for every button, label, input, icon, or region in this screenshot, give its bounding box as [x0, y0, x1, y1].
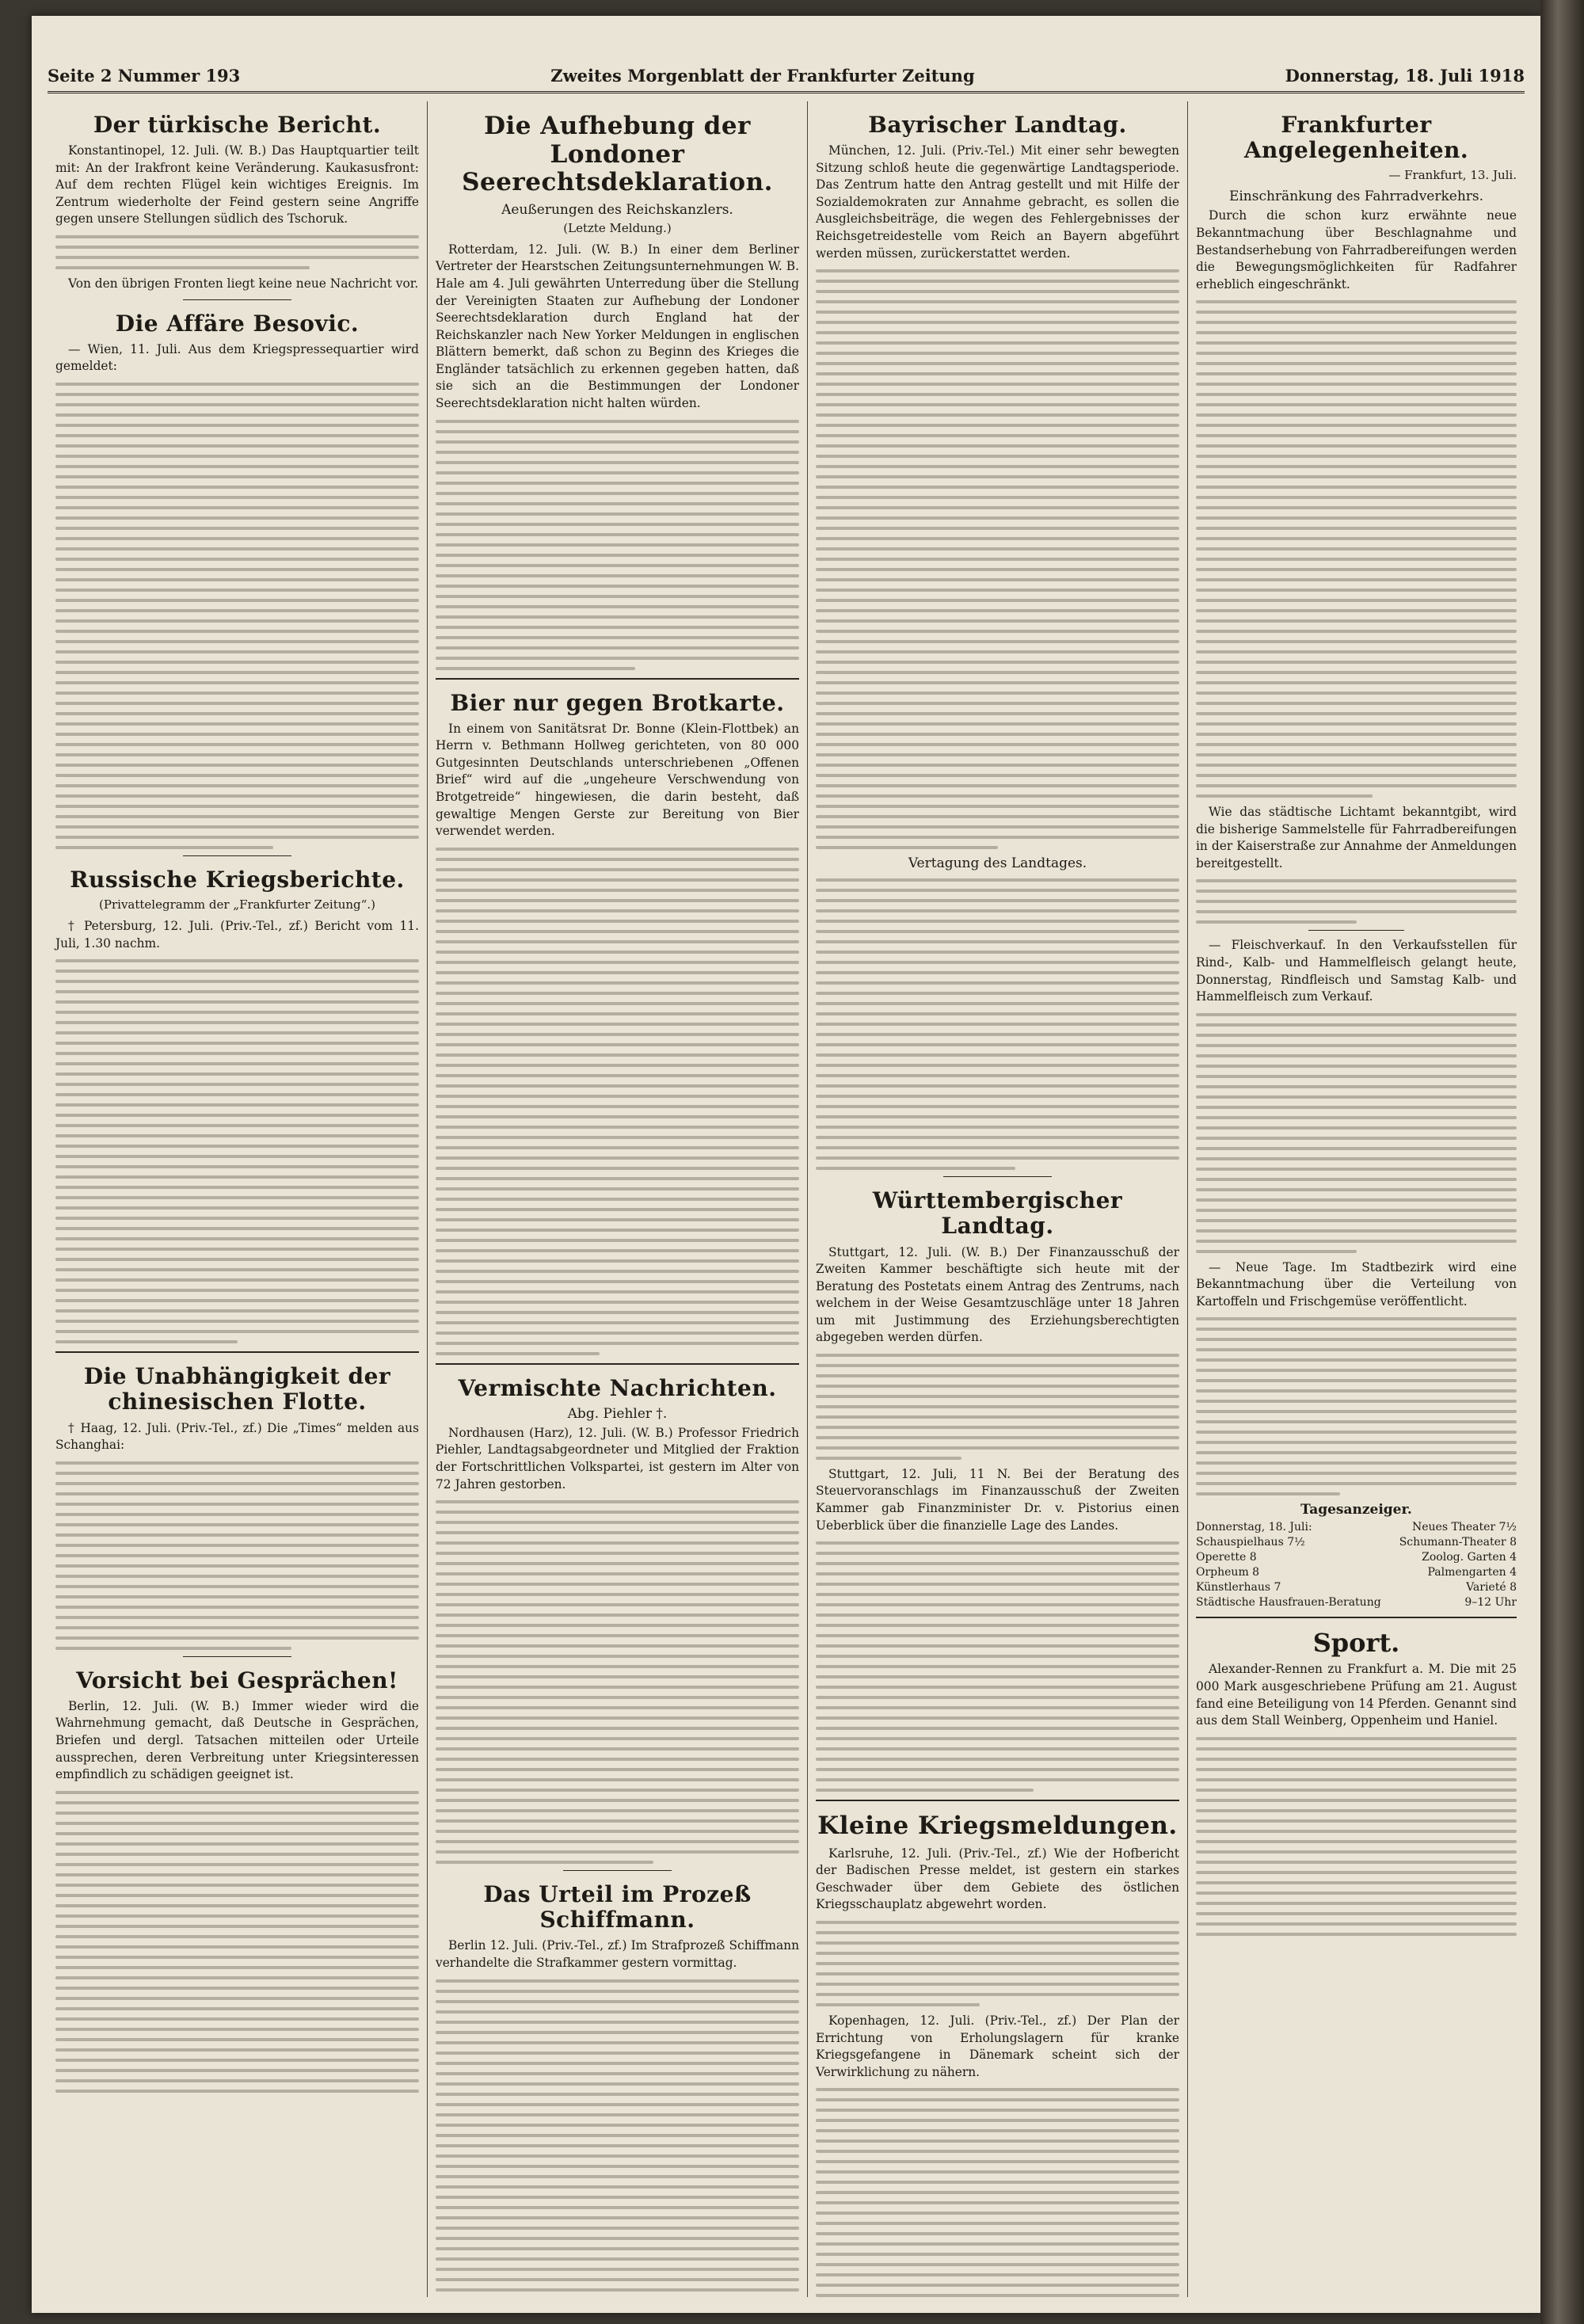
- headline-sport: Sport.: [1312, 1628, 1400, 1659]
- listing-right: Zoolog. Garten 4: [1422, 1551, 1517, 1564]
- listing-left: Schauspielhaus 7½: [1196, 1536, 1305, 1549]
- listing-row: [1196, 1536, 1517, 1549]
- divider: [1196, 1617, 1517, 1618]
- article-text: † Haag, 12. Juli. (Priv.-Tel., zf.) Die „Times“ melden aus Schanghai:: [55, 1420, 419, 1453]
- listing-right: 9–12 Uhr: [1464, 1596, 1517, 1610]
- text-lines: [816, 1354, 1179, 1460]
- article-text: — Fleischverkauf. In den Verkaufsstellen für Rind-, Kalb- und Hammelfleisch gelangt heute, Donnerstag, Rindfleisch und Samstag Kalb- und Hammelfleisch zum Verkauf.: [1196, 938, 1517, 1004]
- article-text: Karlsruhe, 12. Juli. (Priv.-Tel., zf.) Wie der Hofbericht der Badischen Presse meldet, ist gestern ein starkes Geschwader über dem Gebiete des östlichen Kriegsschauplatz abgewehrt worden.: [816, 1846, 1179, 1912]
- column-1: [48, 101, 428, 2297]
- article-text: Berlin 12. Juli. (Priv.-Tel., zf.) Im Strafprozeß Schiffmann verhandelte die Strafkammer gestern vormittag.: [436, 1938, 799, 1971]
- subheading: (Privattelegramm der „Frankfurter Zeitung“.): [99, 897, 375, 912]
- article-text: Konstantinopel, 12. Juli. (W. B.) Das Hauptquartier teilt mit: An der Irakfront keine Veränderung. Kaukasusfront: Auf dem rechten Flügel kein wichtiges Ereignis. Im Zentrum wiederholte der Feind gestern seine Angriffe gegen unsere Stellungen südlich des Tschoruk.: [55, 143, 419, 227]
- divider: [183, 1656, 292, 1657]
- column-4: [1188, 101, 1525, 2297]
- headline-turkish-report: Der türkische Bericht.: [93, 112, 382, 138]
- book-binding: [1540, 0, 1584, 2324]
- subheading: Abg. Piehler †.: [567, 1405, 668, 1422]
- page-number: Seite 2 Nummer 193: [48, 65, 241, 86]
- text-lines: [436, 1500, 799, 1864]
- article-text: In einem von Sanitätsrat Dr. Bonne (Klein-Flottbek) an Herrn v. Bethmann Hollweg gerichteten, von 80 000 Gutgesinnten Deutschlands unterschriebenen „Offenen Brief“ wird auf die „ungeheure Verschwendung von Brotgetreide“ hingewiesen, die darin besteht, daß gewaltige Mengen Gerste zur Bereitung von Bier verwendet werden.: [436, 721, 799, 839]
- article-text: Stuttgart, 12. Juli, 11 N. Bei der Beratung des Steuervoranschlags im Finanzausschuß der Zweiten Kammer gab Finanzminister Dr. v. Pistorius einen Ueberblick über die finanzielle Lage des Landes.: [816, 1466, 1179, 1533]
- subheading-note: (Letzte Meldung.): [563, 220, 672, 235]
- columns: [48, 101, 1525, 2297]
- subheading: Aeußerungen des Reichskanzlers.: [501, 201, 733, 218]
- article-text: — Neue Tage. Im Stadtbezirk wird eine Bekanntmachung über die Verteilung von Kartoffeln und Frischgemüse veröffentlicht.: [1196, 1259, 1517, 1309]
- subheading: Vertagung des Landtages.: [908, 855, 1087, 872]
- text-lines: [55, 1461, 419, 1650]
- text-lines: [1196, 879, 1517, 924]
- text-lines: [816, 2088, 1179, 2297]
- listing-left: Städtische Hausfrauen-Beratung: [1196, 1596, 1381, 1610]
- text-lines: [1196, 300, 1517, 798]
- text-lines: [816, 1541, 1179, 1792]
- text-lines: [816, 878, 1179, 1170]
- article-text: Wie das städtische Lichtamt bekanntgibt, wird die bisherige Sammelstelle für Fahrradbereifungen in der Kaiserstraße zur Annahme der Anmeldungen bereitgestellt.: [1196, 805, 1517, 871]
- divider: [816, 1800, 1179, 1801]
- headline-frankfurt-affairs: Frankfurter Angelegenheiten.: [1243, 112, 1469, 164]
- daily-listings-heading: Tagesanzeiger.: [1300, 1502, 1412, 1518]
- text-lines: [436, 420, 799, 670]
- article-text: Stuttgart, 12. Juli. (W. B.) Der Finanzausschuß der Zweiten Kammer beschäftigte sich heute mit der Beratung des Postetats einem Antrag des Zentrums, nach welchem in der Weise Gesamtzuschläge unter 18 Jahren um mit Justimmung des Erziehungsberechtigten abgegeben werden dürfen.: [816, 1244, 1179, 1345]
- headline-russian-reports: Russische Kriegsberichte.: [70, 866, 405, 893]
- article-text: Berlin, 12. Juli. (W. B.) Immer wieder wird die Wahrnehmung gemacht, daß Deutsche in Gesprächen, Briefen und dergl. Tatsachen mitteilen oder Urteile aussprechen, deren Verbreitung unter Kriegsinteressen empfindlich zu schädigen geeignet ist.: [55, 1698, 419, 1782]
- newspaper-title: Zweites Morgenblatt der Frankfurter Zeitung: [550, 65, 975, 86]
- listing-row: [1196, 1521, 1517, 1533]
- article-text: Von den übrigen Fronten liegt keine neue Nachricht vor.: [68, 276, 419, 291]
- listing-right: Neues Theater 7½: [1412, 1521, 1517, 1534]
- article-text: Alexander-Rennen zu Frankfurt a. M. Die mit 25 000 Mark ausgeschriebene Prüfung am 21. August fand eine Beteiligung von 14 Pferden. Genannt sind aus dem Stall Weinberg, Oppenheim und Haniel.: [1196, 1662, 1517, 1728]
- text-lines: [816, 1921, 1179, 2006]
- divider: [55, 1351, 419, 1353]
- masthead: [48, 59, 1525, 93]
- article-text: Nordhausen (Harz), 12. Juli. (W. B.) Professor Friedrich Piehler, Landtagsabgeordneter und Mitglied der Fraktion der Fortschrittlichen Volkspartei, ist gestern im Alter von 72 Jahren gestorben.: [436, 1425, 799, 1492]
- headline-london-declaration: Die Aufhebung der Londoner Seerechtsdeklaration.: [462, 112, 773, 197]
- headline-schiffmann: Das Urteil im Prozeß Schiffmann.: [483, 1881, 752, 1933]
- article-text: München, 12. Juli. (Priv.-Tel.) Mit einer sehr bewegten Sitzung schloß heute die gegenwärtige Landtagsperiode. Das Zentrum hatte den Antrag gestellt und mit Hilfe der Sozialdemokraten zur Annahme gebracht, es sollen die Ausgleichsbeiträge, die wegen des Fehlergebnisses der Reichsgetreidestelle vom Reich an Bayern abgeführt werden müssen, zurückerstattet werden.: [816, 143, 1179, 261]
- listing-row: [1196, 1566, 1517, 1579]
- divider: [436, 678, 799, 680]
- listing-right: Schumann-Theater 8: [1399, 1536, 1517, 1549]
- headline-caution: Vorsicht bei Gesprächen!: [76, 1667, 398, 1693]
- headline-bavarian-landtag: Bayrischer Landtag.: [868, 112, 1127, 138]
- headline-small-war-news: Kleine Kriegsmeldungen.: [817, 1812, 1178, 1841]
- listing-left: Künstlerhaus 7: [1196, 1581, 1281, 1594]
- headline-wuerttemberg-landtag: Württembergischer Landtag.: [872, 1187, 1123, 1240]
- listing-left: Orpheum 8: [1196, 1566, 1260, 1579]
- divider: [563, 1870, 672, 1871]
- newspaper-page: [32, 16, 1540, 2313]
- divider: [1308, 930, 1405, 931]
- listing-left: Donnerstag, 18. Juli:: [1196, 1521, 1312, 1534]
- article-text: Durch die schon kurz erwähnte neue Bekanntmachung über Beschlagnahme und Bestandserhebung von Fahrradbereifungen werden die Bewegungsmöglichkeiten für Radfahrer erheblich eingeschränkt.: [1196, 208, 1517, 291]
- headline-beer-breadcard: Bier nur gegen Brotkarte.: [450, 689, 785, 716]
- listing-row: [1196, 1551, 1517, 1564]
- divider: [183, 855, 292, 856]
- column-3: [808, 101, 1188, 2297]
- divider: [943, 1176, 1053, 1177]
- text-lines: [816, 269, 1179, 849]
- daily-listings: [1196, 1521, 1517, 1609]
- article-text: Rotterdam, 12. Juli. (W. B.) In einer dem Berliner Vertreter der Hearstschen Zeitungsunternehmungen W. B. Hale am 4. Juli gewährten Unterredung über die Stellung der Vereinigten Staaten zur Aufhebung der Londoner Seerechtsdeklaration durch England hat der Reichskanzler nach New Yorker Meldungen in englischen Blättern bemerkt, daß schon zu Beginn des Krieges die Engländer tatsächlich zu erkennen gegeben hatten, daß sie sich an die Bestimmungen der Londoner Seerechtsdeklaration nicht halten würden.: [436, 242, 799, 410]
- listing-right: Varieté 8: [1466, 1581, 1517, 1594]
- listing-row: [1196, 1581, 1517, 1594]
- listing-left: Operette 8: [1196, 1551, 1257, 1564]
- text-lines: [1196, 1737, 1517, 1936]
- article-text: † Petersburg, 12. Juli. (Priv.-Tel., zf.) Bericht vom 11. Juli, 1.30 nachm.: [55, 919, 419, 951]
- listing-right: Palmengarten 4: [1427, 1566, 1517, 1579]
- issue-date: Donnerstag, 18. Juli 1918: [1285, 65, 1525, 86]
- headline-besovic: Die Affäre Besovic.: [115, 310, 360, 337]
- divider: [436, 1363, 799, 1365]
- article-text: — Wien, 11. Juli. Aus dem Kriegspressequartier wird gemeldet:: [55, 341, 419, 374]
- subheading: Einschränkung des Fahrradverkehrs.: [1228, 189, 1484, 205]
- divider: [183, 299, 292, 300]
- text-lines: [55, 1791, 419, 2093]
- text-lines: [55, 959, 419, 1343]
- text-lines: [1196, 1013, 1517, 1253]
- headline-misc-news: Vermischte Nachrichten.: [458, 1374, 777, 1401]
- text-lines: [55, 383, 419, 849]
- text-lines: [436, 848, 799, 1355]
- text-lines: [1196, 1317, 1517, 1495]
- article-text: Kopenhagen, 12. Juli. (Priv.-Tel., zf.) Der Plan der Errichtung von Erholungslagern für kranke Kriegsgefangene in Dänemark scheint sich der Verwirklichung zu nähern.: [816, 2013, 1179, 2079]
- listing-row: [1196, 1596, 1517, 1609]
- text-lines: [436, 1979, 799, 2297]
- column-2: [428, 101, 808, 2297]
- headline-chinese-fleet: Die Unabhängigkeit der chinesischen Flotte.: [83, 1363, 391, 1415]
- text-lines: [55, 235, 419, 269]
- dateline: — Frankfurt, 13. Juli.: [1388, 168, 1517, 183]
